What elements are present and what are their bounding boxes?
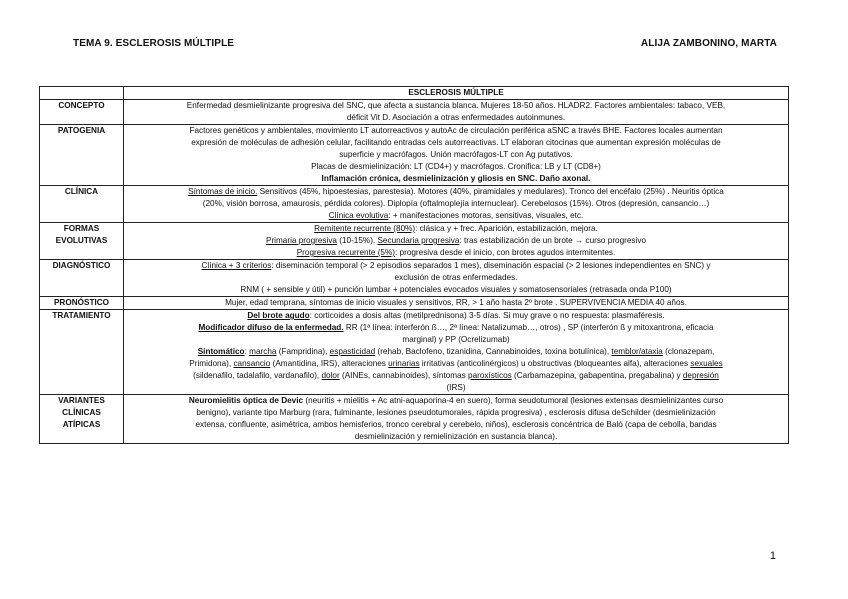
text-span: : corticoides a dosis altas (metilprednisona) 3-5 días. Si muy grave o no respuesta: plasmaféresis. (309, 311, 665, 320)
text-line: Enfermedad desmielinizante progresiva del SNC, que afecta a sustancia blanca. Mujeres 18-50 años. HLADR2. Factores ambientales: tabaco, VEB, (186, 101, 726, 110)
text-span: : progresiva desde el inicio, con brotes agudos intermitentes. (395, 248, 616, 257)
text-line: benigno), variante tipo Marburg (rara, fulminante, lesiones pseudotumorales, rápida progresiva) , esclerosis difusa deSchilder (desmielinización (196, 408, 716, 417)
text-span: (AINEs, cannabinoides), síntomas (339, 371, 469, 380)
text-span: (sildenafilo, tadalafilo, vardanafilo), (193, 371, 322, 380)
row-label-pronostico: PRONÓSTICO (40, 297, 124, 310)
subheading: depresión (682, 371, 719, 380)
table-title: ESCLEROSIS MÚLTIPLE (124, 87, 789, 100)
subheading: Remitente recurrente (80%) (314, 224, 416, 233)
subheading: Del brote agudo (247, 311, 310, 320)
subheading: temblor/ataxia (611, 347, 663, 356)
subheading: Clínica evolutiva (328, 211, 389, 220)
table-row (40, 100, 789, 125)
row-label-clinica: CLÍNICA (40, 186, 124, 223)
subheading: Clínica + 3 criterios (201, 261, 272, 270)
text-line: exclusión de otras enfermedades. (394, 273, 518, 282)
text-line: Factores genéticos y ambientales, movimiento LT autorreactivos y autoAc de circulación periférica aSNC a través BHE. Factores locales aumentan (189, 126, 723, 135)
text-span: RR (1ª línea: interferón ß…, 2ª línea: Natalizumab…, otros) , SP (interferón ß y mitoxantrona, eficacia (343, 323, 714, 332)
text-line: (20%, visión borrosa, amaurosis, pérdida colores). Diplopía (oftalmoplejía internuclear). Cerebelosos (15%). Otros (depresión, cansancio…) (202, 199, 710, 208)
text-span: (rehab, Baclofeno, tizanidina, Cannabinoides, toxina botulínica), (375, 347, 612, 356)
text-line: (IRS) (446, 383, 466, 392)
subheading: cansancio (233, 359, 271, 368)
table-row (40, 223, 789, 260)
row-label-diagnostico: DIAGNÓSTICO (40, 260, 124, 297)
subheading: sexuales (690, 359, 723, 368)
header-author: ALIJA ZAMBONINO, MARTA (640, 38, 777, 49)
table-row (40, 186, 789, 223)
table-row (40, 395, 789, 444)
text-line: RNM ( + sensible y útil) + punción lumbar + potenciales evocados visuales y somatosensoriales (retrasada onda P100) (240, 285, 672, 294)
row-label-concepto: CONCEPTO (40, 100, 124, 125)
row-label-tratamiento: TRATAMIENTO (40, 310, 124, 395)
variantes-content (124, 395, 789, 444)
text-line: Mujer, edad temprana, síntomas de inicio visuales y sensitivos, RR, > 1 año hasta 2º brote . SUPERVIVENCIA MEDIA 40 años. (225, 298, 687, 307)
subheading: paroxísticos (468, 371, 512, 380)
row-label-patogenia: PATOGENIA (40, 125, 124, 186)
text-span: : (244, 347, 250, 356)
subheading: Secundaria progresiva (377, 236, 460, 245)
label-line: ATÍPICAS (62, 420, 101, 429)
text-line: déficit Vit D. Asociación a otras enfermedades autoinmunes. (346, 113, 566, 122)
text-span: : + manifestaciones motoras, sensitivas, visuales, etc. (388, 211, 584, 220)
text-span: (Amantidina, IRS), alteraciones (270, 359, 389, 368)
text-span: (Carbamazepina, gabapentina, pregabalina) y (511, 371, 683, 380)
text-span: : tras estabilización de un brote → curso progresivo (459, 236, 646, 245)
label-line: CLÍNICAS (62, 408, 101, 417)
text-span: : clásica y + frec. Aparición, estabilización, mejora. (415, 224, 598, 233)
clinica-content (124, 186, 789, 223)
tratamiento-content (124, 310, 789, 395)
row-label-formas (40, 223, 124, 260)
subheading: urinarias (388, 359, 420, 368)
subheading: Progresiva recurrente (5%) (296, 248, 395, 257)
text-span: (neuritis + mielitis + Ac atni-aquaporina-4 en suero), forma seudotumoral (lesiones extensas desmielinizantes curso (303, 396, 724, 405)
label-line: EVOLUTIVAS (55, 236, 108, 245)
pronostico-content (124, 297, 789, 310)
table-row (40, 310, 789, 395)
subheading: dolor (321, 371, 340, 380)
patogenia-content (124, 125, 789, 186)
key-point: Neuromielitis óptica de Devic (188, 396, 304, 405)
text-span: Sensitivos (45%, hipoestesias, parestesia). Motores (40%, piramidales y medulares). Tronco del encéfalo (25%) . Neuritis óptica (257, 187, 724, 196)
subheading: Primaria progresiva (265, 236, 337, 245)
header-title: TEMA 9. ESCLEROSIS MÚLTIPLE (73, 38, 235, 49)
formas-content (124, 223, 789, 260)
text-line: desmielinización y remielinización en sustancia blanca). (354, 432, 558, 441)
text-span: Primidona), (189, 359, 234, 368)
key-point: Inflamación crónica, desmielinización y gliosis en SNC. Daño axonal. (321, 174, 591, 183)
subheading: espasticidad (329, 347, 376, 356)
table-row (40, 260, 789, 297)
text-line: expresión de moléculas de adhesión celular, facilitando entradas cels autorreactivas. LT elaboran citocinas que aumentan expresión moléculas de (191, 138, 721, 147)
concepto-content (124, 100, 789, 125)
text-span: (Fampridina), (276, 347, 330, 356)
subheading: Síntomas de inicio. (188, 187, 258, 196)
table-row (40, 125, 789, 186)
text-span: irritativas (anticolinérgicos) u obstructivas (bloqueantes alfa), alteraciones (419, 359, 691, 368)
text-line: extensa, confluente, asimétrica, ambos hemisferios, tronco cerebral y cerebelo, niños), esclerosis concéntrica de Baló (capa de cebolla, bandas (195, 420, 717, 429)
text-span: (clonazepam, (662, 347, 715, 356)
text-line: Placas de desmielinización: LT (CD4+) y macrófagos. Cronifica: LB y LT (CD8+) (311, 162, 601, 171)
text-span: : diseminación temporal (> 2 episodios separados 1 mes), diseminación espacial (> 2 lesiones independientes en SNC) y (271, 261, 711, 270)
subheading: marcha (249, 347, 277, 356)
label-line: VARIANTES (58, 396, 105, 405)
text-span: (10-15%). (336, 236, 378, 245)
subheading: Modificador difuso de la enfermedad. (198, 323, 344, 332)
table-row (40, 297, 789, 310)
page-number: 1 (769, 550, 776, 562)
label-line: FORMAS (63, 224, 100, 233)
text-line: superficie y macrófagos. Unión macrófagos-LT con Ag putativos. (339, 150, 573, 159)
subheading: Sintomático (197, 347, 245, 356)
table-row (40, 87, 789, 100)
text-line: marginal) y PP (Ocrelizumab) (402, 335, 510, 344)
summary-table (39, 86, 789, 444)
empty-cell (40, 87, 124, 100)
row-label-variantes (40, 395, 124, 444)
diagnostico-content (124, 260, 789, 297)
